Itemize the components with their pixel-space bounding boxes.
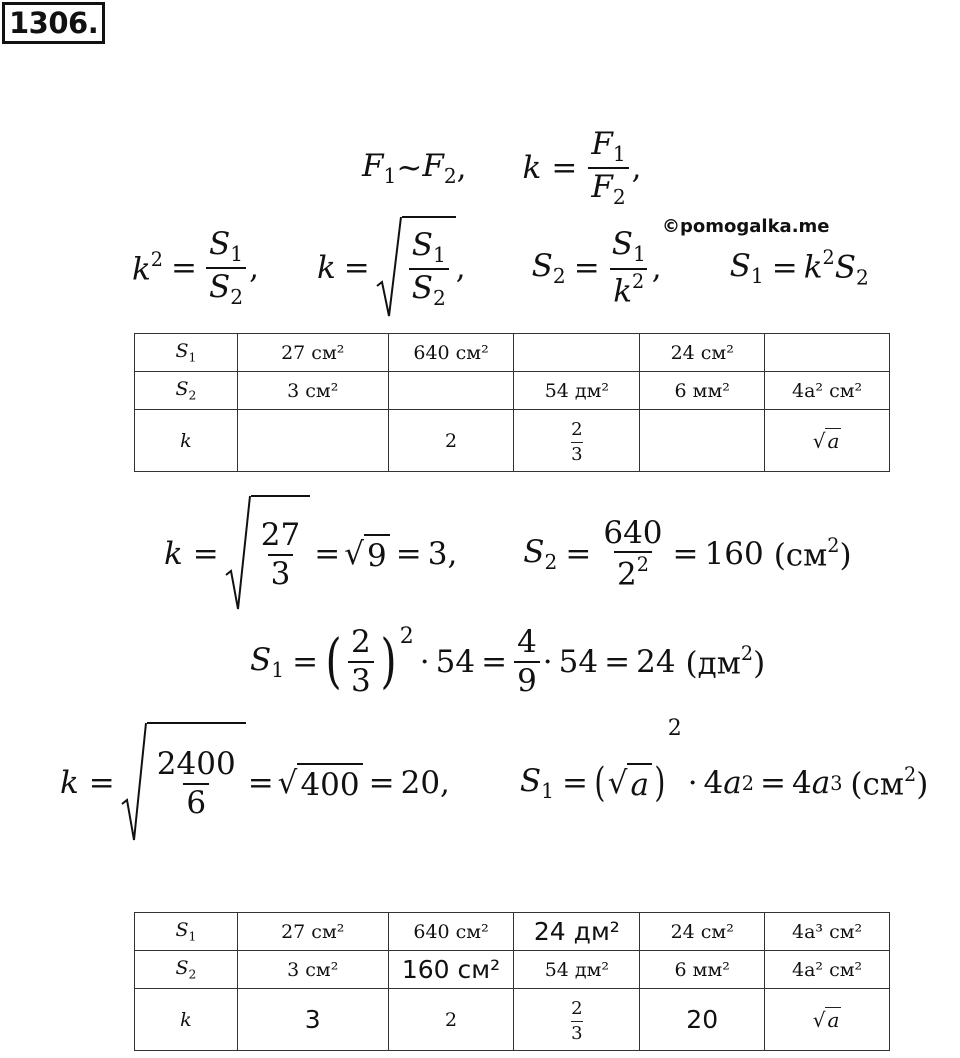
value-54: 54	[435, 643, 476, 680]
table-cell	[514, 334, 640, 372]
f1-symbol: $F_1$	[362, 148, 397, 189]
variable-a: a	[811, 765, 831, 801]
k-symbol: k	[316, 250, 336, 286]
table-cell: 4a³ см²	[765, 913, 890, 951]
table-row	[135, 951, 890, 989]
table-cell: 54 дм²	[514, 951, 640, 989]
equals-sign: =	[314, 536, 341, 572]
fraction-2-over-3: $\frac{2}{3}$	[348, 626, 374, 697]
watermark-text: ©pomogalka.me	[662, 216, 830, 237]
equals-sign: =	[343, 250, 370, 286]
s1-over-s2: $\frac{S_1}{S_2}$	[206, 228, 246, 308]
table-cell	[765, 334, 890, 372]
unit-dm2: $(дм^2)$	[685, 641, 766, 682]
unit-cm2: $(см^2)$	[850, 763, 929, 803]
equals-sign: =	[395, 536, 422, 572]
k-symbol: k	[522, 150, 542, 187]
table-row	[135, 334, 890, 372]
k-symbol: k	[60, 765, 79, 801]
table-cell: 4a² см²	[765, 372, 890, 410]
s2-symbol: $S_2$	[523, 533, 558, 575]
problem-table	[134, 333, 890, 472]
radical-sign	[121, 722, 147, 844]
table-cell: 3 см²	[237, 372, 388, 410]
table-cell: 2	[388, 989, 514, 1051]
table-cell: 6 мм²	[640, 951, 765, 989]
equals-sign: =	[171, 250, 197, 286]
sqrt-27-over-3: $\frac{27}{3}$	[225, 495, 310, 613]
s1-symbol: $S_1$	[729, 247, 764, 289]
unit-cm2: $(см^2)$	[773, 534, 852, 574]
ratio-fraction: $\frac{F_1}{F_2}$	[588, 128, 628, 208]
equals-sign: =	[565, 536, 592, 572]
comma: ,	[440, 765, 450, 801]
k2-s2-product: $k^2S_2$	[803, 246, 869, 290]
s1-symbol: $S_1$	[519, 762, 554, 804]
coefficient: 4	[703, 765, 724, 801]
dot-operator: ·	[542, 643, 553, 680]
s1-over-k2: $\frac{S_1}{k^2}$	[611, 226, 646, 310]
sqrt-9: √ 9	[344, 534, 390, 574]
table-cell: $\frac{2}{3}$	[514, 410, 640, 472]
table-row	[135, 372, 890, 410]
table-cell: √ a	[765, 410, 890, 472]
table-cell: 640 см²	[388, 334, 514, 372]
equals-sign: =	[604, 643, 631, 680]
table-row	[135, 989, 890, 1051]
row-label: k	[135, 989, 238, 1051]
k-symbol: k	[164, 536, 183, 572]
table-cell: 24 см²	[640, 913, 765, 951]
equals-sign: =	[551, 150, 578, 187]
variable-a: a	[723, 765, 742, 801]
row-label: $S_2$	[135, 951, 238, 989]
table-cell	[640, 410, 765, 472]
table-cell: 27 см²	[237, 334, 388, 372]
table-cell: 640 см²	[388, 913, 514, 951]
tilde-symbol: ~	[396, 150, 423, 187]
table-cell: 2	[388, 410, 514, 472]
row-label: $S_2$	[135, 372, 238, 410]
comma: ,	[651, 250, 662, 286]
value-54: 54	[558, 643, 599, 680]
coefficient: 4	[791, 765, 812, 801]
table-cell: $\frac{2}{3}$	[514, 989, 640, 1051]
radical-sign	[225, 495, 251, 613]
fraction-640-over-4: $\frac{640}{2^2}$	[603, 514, 663, 593]
similarity-formula	[362, 128, 642, 208]
k-result: 3	[427, 536, 448, 572]
k-result: 20	[400, 765, 441, 801]
equals-sign: =	[672, 536, 699, 572]
equals-sign: =	[771, 250, 798, 286]
s1-result: 24	[636, 643, 676, 680]
table-cell: 160 см²	[388, 951, 514, 989]
s1-symbol: $S_1$	[250, 641, 285, 682]
equals-sign: =	[759, 765, 786, 801]
sqrt-a: √ a	[608, 763, 652, 803]
power-2: 2	[667, 716, 682, 741]
comma: ,	[631, 150, 642, 187]
row-label: $S_1$	[135, 334, 238, 372]
table-row	[135, 410, 890, 472]
comma: ,	[249, 250, 259, 286]
comma: ,	[447, 536, 458, 572]
problem-number: 1306.	[2, 2, 105, 44]
sqrt-s1-over-s2: $\frac{S_1}{S_2}$	[376, 216, 456, 320]
equals-sign: =	[292, 643, 319, 680]
equals-sign: =	[368, 765, 395, 801]
f2-symbol: $F_2$	[422, 148, 457, 189]
table-cell	[237, 410, 388, 472]
table-cell	[388, 372, 514, 410]
table-cell: 27 см²	[237, 913, 388, 951]
equals-sign: =	[88, 765, 115, 801]
table-cell: 3 см²	[237, 951, 388, 989]
table-cell: √ a	[765, 989, 890, 1051]
dot-operator: ·	[687, 765, 698, 801]
equals-sign: =	[481, 643, 508, 680]
table-cell: 3	[237, 989, 388, 1051]
table-cell: 4a² см²	[765, 951, 890, 989]
row-label: $S_1$	[135, 913, 238, 951]
s2-symbol: $S_2$	[531, 247, 566, 289]
solution-line-1	[164, 495, 852, 613]
solution-line-2: $S_1$ = ( $\frac{2}{3}$ ) 2 · 54 = $\frac{4}{9}$ · 54 = 24 $(дм^2)$	[250, 624, 766, 699]
s2-result: 160	[704, 536, 764, 572]
radical-sign	[376, 216, 402, 320]
equals-sign: =	[561, 765, 588, 801]
table-cell: 6 мм²	[640, 372, 765, 410]
sqrt-400: √ 400	[278, 763, 363, 803]
table-row	[135, 913, 890, 951]
fraction-4-over-9: $\frac{4}{9}$	[514, 626, 540, 697]
solution-line-3: k = $\frac{2400}{6}$ = √ 400 = 20 , $S_1$ = ( √ a ) 2 · 4 a 2 = 4 a 3 $(см^2)$	[60, 722, 928, 844]
equals-sign: =	[247, 765, 274, 801]
table-cell: 24 см²	[640, 334, 765, 372]
table-cell: 24 дм²	[514, 913, 640, 951]
area-formulas	[132, 216, 869, 320]
table-cell: 20	[640, 989, 765, 1051]
comma: ,	[455, 250, 466, 286]
row-label: k	[135, 410, 238, 472]
equals-sign: =	[573, 250, 600, 286]
k-squared: $k^2$	[132, 248, 164, 288]
comma: ,	[456, 150, 467, 187]
sqrt-2400-over-6: $\frac{2400}{6}$	[121, 722, 246, 844]
answer-table	[134, 912, 890, 1051]
dot-operator: ·	[419, 643, 430, 680]
equals-sign: =	[192, 536, 219, 572]
power-2: 2	[399, 624, 414, 649]
table-cell: 54 дм²	[514, 372, 640, 410]
